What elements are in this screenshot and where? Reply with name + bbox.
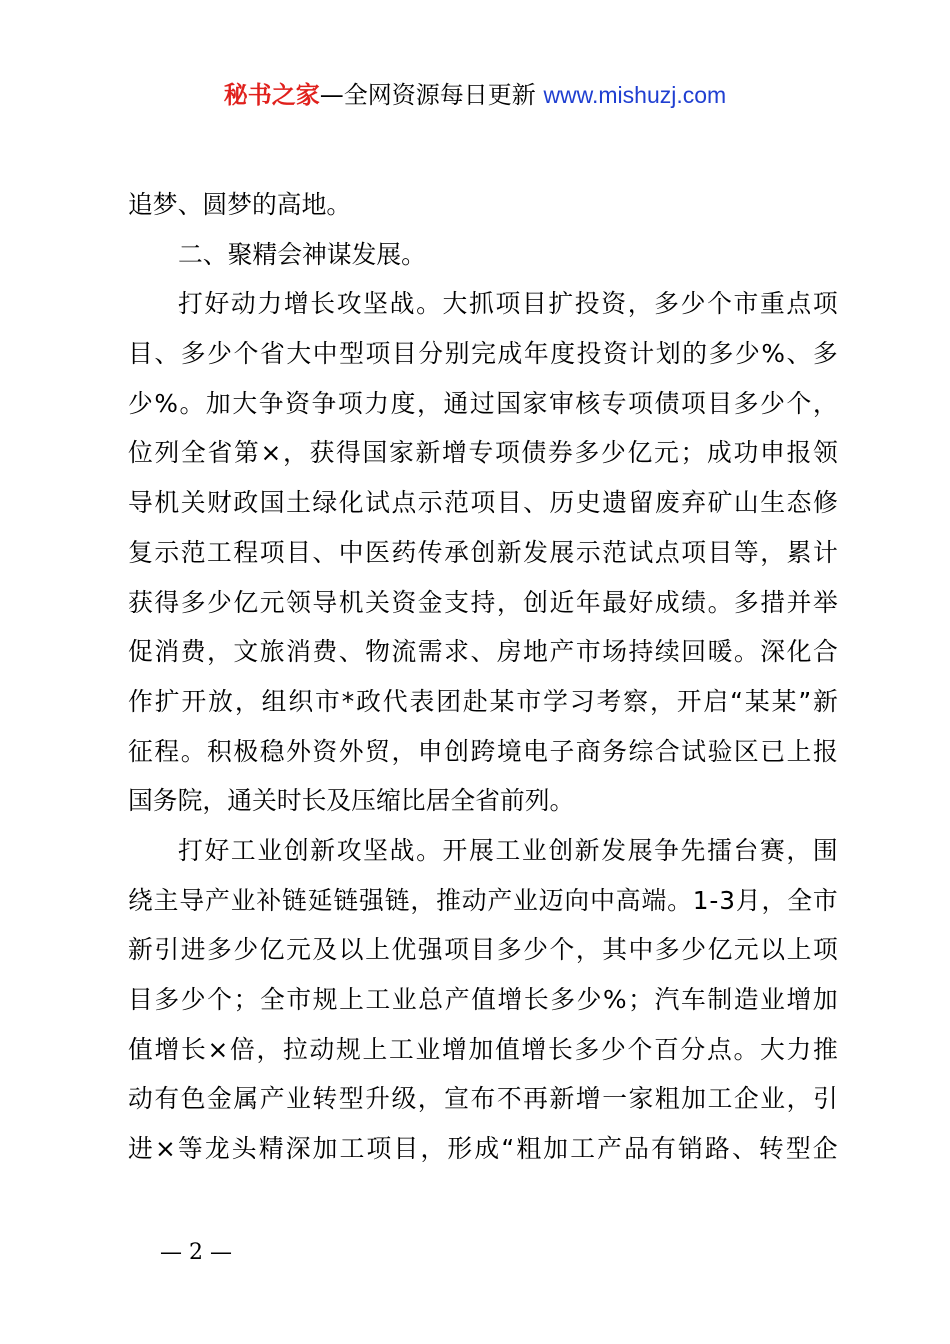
text-line-9: 获 得 多 少 亿 元 领 导 机 关 资 金 支 持 ， 创 近 年 最 好 成 绩 。 多 措 并 举 — [128, 587, 838, 617]
text-line-7: 导 机 关 财 政 国 土 绿 化 试 点 示 范 项 目 、 历 史 遗 留 废 弃 矿 山 生 态 修 — [128, 488, 838, 518]
text-line-11: 作 扩 开 放 ， 组 织 市 * 政 代 表 团 赴 某 市 学 习 考 察 ， 开 启 “ 某 某 ” 新 — [128, 686, 838, 716]
document-body — [128, 180, 838, 1174]
site-header — [0, 78, 950, 112]
site-url-link[interactable]: www.mishuzj.com — [543, 82, 727, 108]
text-line-17: 目 多 少 个 ； 全 市 规 上 工 业 总 产 值 增 长 多 少 % ； 汽 车 制 造 业 增 加 — [128, 985, 838, 1014]
text-line-13: 国务院，通关时长及压缩比居全省前列。 — [128, 786, 575, 816]
text-line-3: 打 好 动 力 增 长 攻 坚 战 。 大 抓 项 目 扩 投 资 ， 多 少 个 市 重 点 项 — [178, 289, 838, 319]
text-line-15: 绕 主 导 产 业 补 链 延 链 强 链 ， 推 动 产 业 迈 向 中 高 端 。 1 - 3 月 ， 全 市 — [128, 885, 838, 915]
site-slogan: —全网资源每日更新 — [319, 81, 544, 109]
text-line-18: 值 增 长 × 倍 ， 拉 动 规 上 工 业 增 加 值 增 长 多 少 个 百 分 点 。 大 力 推 — [128, 1034, 838, 1064]
text-line-12: 征 程 。 积 极 稳 外 资 外 贸 ， 申 创 跨 境 电 子 商 务 综 合 试 验 区 已 上 报 — [128, 736, 838, 766]
text-line-4: 目 、 多 少 个 省 大 中 型 项 目 分 别 完 成 年 度 投 资 计 划 的 多 少 % 、 多 — [128, 339, 838, 369]
site-brand: 秘书之家 — [223, 81, 320, 109]
page-number: — 2 — — [160, 1240, 232, 1265]
text-line-1: 追梦、圆梦的高地。 — [128, 190, 352, 219]
text-line-10: 促 消 费 ， 文 旅 消 费 、 物 流 需 求 、 房 地 产 市 场 持 续 回 暖 。 深 化 合 — [128, 637, 838, 667]
text-line-16: 新 引 进 多 少 亿 元 及 以 上 优 强 项 目 多 少 个 ， 其 中 多 少 亿 元 以 上 项 — [128, 935, 838, 965]
text-line-6: 位 列 全 省 第 × ， 获 得 国 家 新 增 专 项 债 券 多 少 亿 元 ； 成 功 申 报 领 — [128, 438, 838, 468]
text-line-5: 少 % 。 加 大 争 资 争 项 力 度 ， 通 过 国 家 审 核 专 项 债 项 目 多 少 个 ， — [128, 388, 838, 418]
text-line-20: 进 × 等 龙 头 精 深 加 工 项 目 ， 形 成 “ 粗 加 工 产 品 有 销 路 、 转 型 企 — [128, 1134, 838, 1164]
text-line-14: 打 好 工 业 创 新 攻 坚 战 。 开 展 工 业 创 新 发 展 争 先 擂 台 赛 ， 围 — [178, 835, 838, 865]
section-heading: 二、聚精会神谋发展。 — [178, 239, 426, 269]
text-line-8: 复 示 范 工 程 项 目 、 中 医 药 传 承 创 新 发 展 示 范 试 点 项 目 等 ， 累 计 — [128, 537, 838, 567]
text-line-19: 动 有 色 金 属 产 业 转 型 升 级 ， 宣 布 不 再 新 增 一 家 粗 加 工 企 业 ， 引 — [128, 1084, 838, 1114]
